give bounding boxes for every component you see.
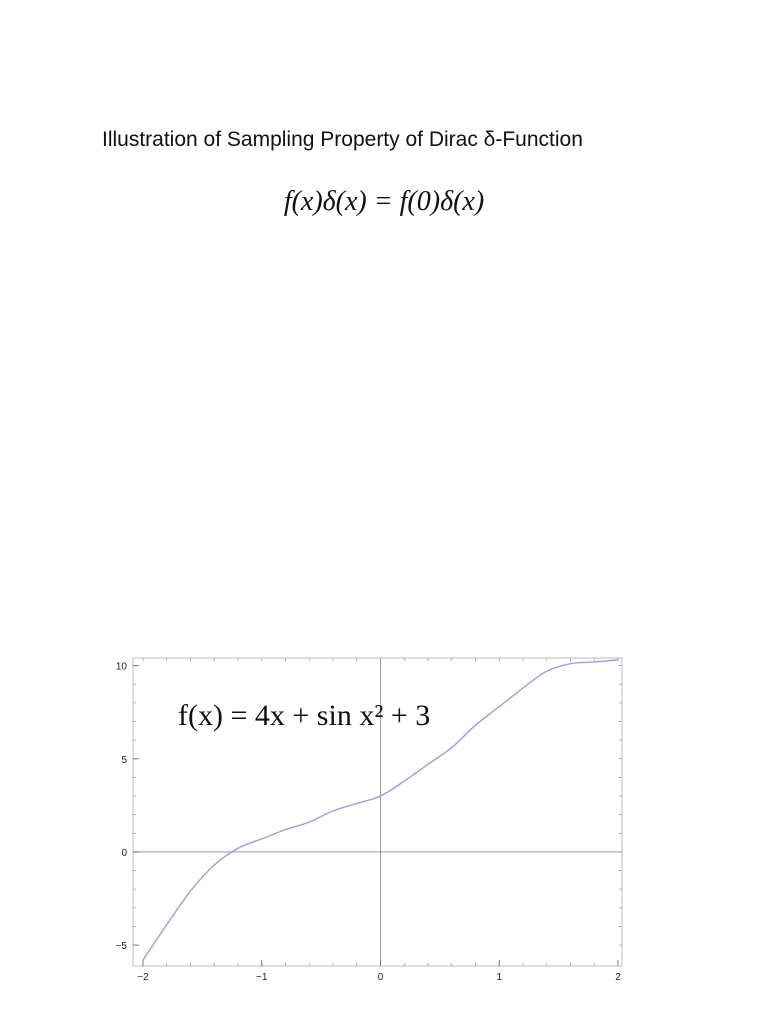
y-tick-label: 0 (121, 847, 127, 859)
y-tick-label: −5 (115, 941, 127, 953)
x-tick-label: −2 (137, 972, 149, 983)
y-tick-label: 5 (121, 754, 127, 766)
function-plot (0, 640, 768, 1000)
page-title: Illustration of Sampling Property of Dirac δ-Function (102, 128, 583, 151)
sampling-equation: f(x)δ(x) = f(0)δ(x) (283, 186, 485, 217)
y-tick-label: 10 (115, 661, 127, 673)
x-tick-label: 0 (377, 972, 384, 983)
x-tick-label: 1 (496, 972, 503, 983)
x-tick-label: −1 (256, 972, 268, 983)
function-formula: f(x) = 4x + sin x² + 3 (178, 699, 431, 732)
x-tick-label: 2 (615, 972, 621, 983)
